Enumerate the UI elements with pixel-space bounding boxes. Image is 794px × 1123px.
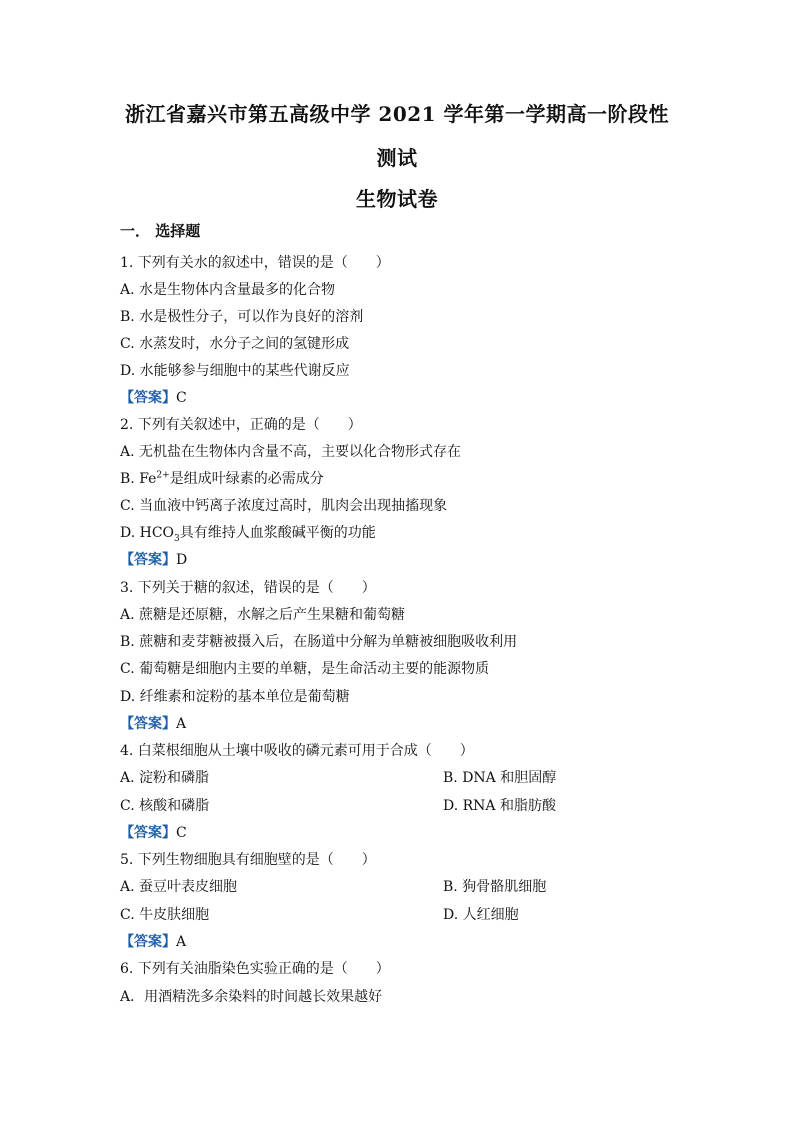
q4-answer — [120, 822, 187, 842]
title-line-1: 浙江省嘉兴市第五高级中学 2021 学年第一学期高一阶段性 — [124, 102, 670, 126]
q4-option-b: B. DNA 和胆固醇 — [443, 770, 557, 786]
q2-option-d — [120, 522, 376, 544]
q5-answer — [120, 931, 186, 951]
q3-option-b: B. 蔗糖和麦芽糖被摄入后，在肠道中分解为单糖被细胞吸收利用 — [120, 634, 518, 650]
q2-option-d-post: 具有维持人血浆酸碱平衡的功能 — [179, 525, 376, 541]
q5-option-d: D. 人红细胞 — [443, 907, 519, 923]
q2-option-d-sub: 3 — [174, 533, 180, 544]
answer-value: C — [176, 390, 187, 406]
q6-option-a: A．用酒精洗多余染料的时间越长效果越好 — [120, 989, 383, 1005]
q3-answer — [120, 713, 186, 733]
q4-stem: 4. 白菜根细胞从土壤中吸收的磷元素可用于合成（ ） — [120, 743, 474, 759]
q5-option-a: A. 蚕豆叶表皮细胞 — [120, 879, 238, 895]
q2-option-b — [120, 468, 324, 488]
q5-stem: 5. 下列生物细胞具有细胞壁的是（ ） — [120, 852, 376, 868]
answer-label: 【答案】 — [120, 552, 176, 568]
section-heading: 一． 选择题 — [120, 222, 201, 240]
answer-value: A — [176, 716, 187, 732]
q4-option-d: D. RNA 和脂肪酸 — [443, 798, 556, 814]
q1-answer — [120, 387, 187, 407]
q1-option-a: A. 水是生物体内含量最多的化合物 — [120, 282, 336, 298]
q3-option-c: C. 葡萄糖是细胞内主要的单糖，是生命活动主要的能源物质 — [120, 661, 490, 677]
answer-label: 【答案】 — [120, 825, 176, 841]
q1-option-d: D. 水能够参与细胞中的某些代谢反应 — [120, 363, 350, 379]
answer-value: C — [176, 825, 187, 841]
q3-option-d: D. 纤维素和淀粉的基本单位是葡萄糖 — [120, 689, 350, 705]
q4-option-c: C. 核酸和磷脂 — [120, 798, 210, 814]
answer-value: A — [176, 934, 187, 950]
q6-stem: 6. 下列有关油脂染色实验正确的是（ ） — [120, 961, 390, 977]
subtitle: 生物试卷 — [356, 187, 438, 211]
q1-option-b: B. 水是极性分子，可以作为良好的溶剂 — [120, 309, 364, 325]
q3-stem: 3. 下列关于糖的叙述，错误的是（ ） — [120, 580, 376, 596]
answer-label: 【答案】 — [120, 390, 176, 406]
q2-option-d-pre: D. HCO — [120, 525, 175, 541]
q2-option-b-post: 是组成叶绿素的必需成分 — [169, 471, 324, 487]
q1-stem: 1. 下列有关水的叙述中，错误的是（ ） — [120, 255, 390, 271]
q2-option-b-sup: 2+ — [156, 470, 170, 481]
q2-answer — [120, 549, 187, 569]
answer-label: 【答案】 — [120, 716, 176, 732]
q4-option-a: A. 淀粉和磷脂 — [120, 770, 210, 786]
q2-option-b-pre: B. Fe — [120, 471, 157, 487]
q2-option-c: C. 当血液中钙离子浓度过高时，肌肉会出现抽搐现象 — [120, 498, 448, 514]
answer-value: D — [176, 552, 188, 568]
title-line-2: 测试 — [376, 146, 418, 170]
q5-option-b: B. 狗骨骼肌细胞 — [443, 879, 547, 895]
q3-option-a: A. 蔗糖是还原糖，水解之后产生果糖和葡萄糖 — [120, 607, 406, 623]
q2-stem: 2. 下列有关叙述中，正确的是（ ） — [120, 417, 362, 433]
q2-option-a: A. 无机盐在生物体内含量不高，主要以化合物形式存在 — [120, 444, 462, 460]
answer-label: 【答案】 — [120, 934, 176, 950]
q1-option-c: C. 水蒸发时，水分子之间的氢键形成 — [120, 336, 350, 352]
q5-option-c: C. 牛皮肤细胞 — [120, 907, 210, 923]
